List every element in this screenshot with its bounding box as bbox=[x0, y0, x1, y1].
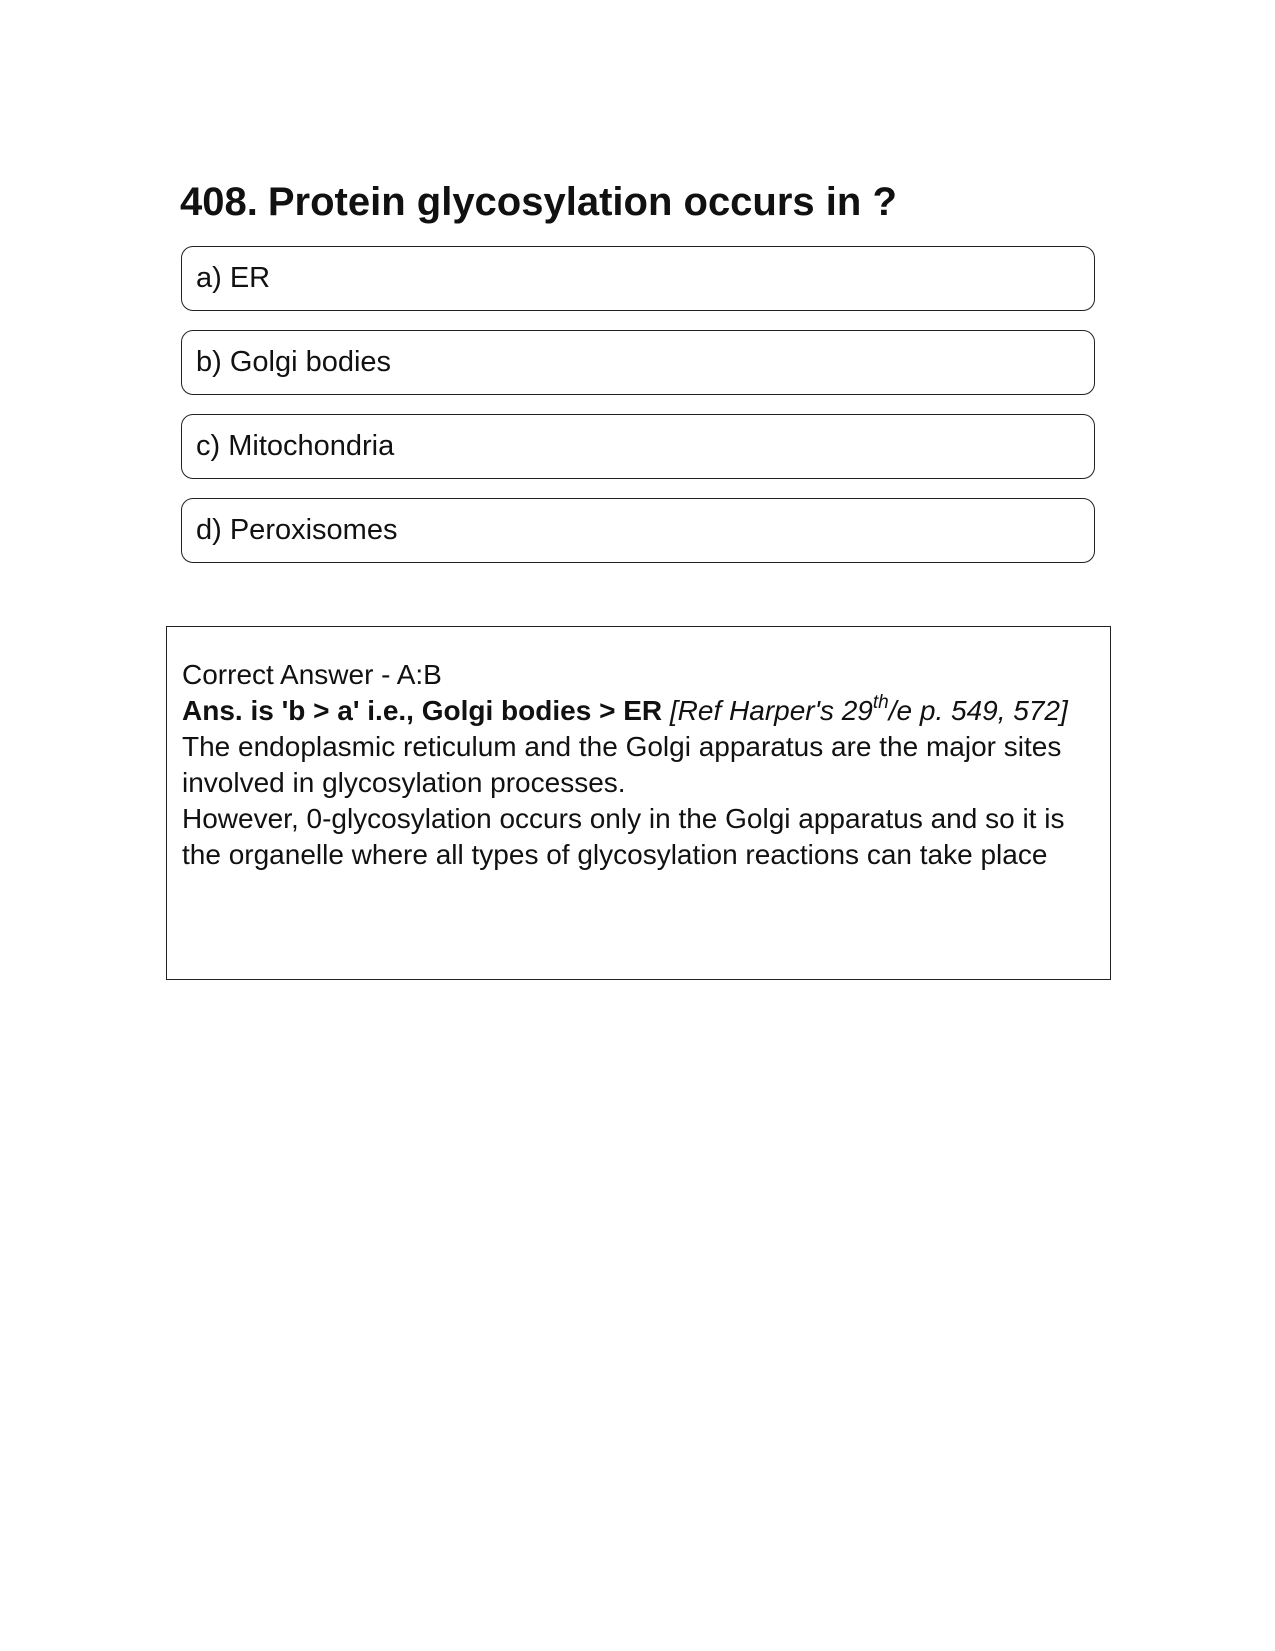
reference-prefix: [Ref Harper's 29 bbox=[669, 695, 873, 726]
question-number: 408. bbox=[180, 180, 258, 224]
explanation-paragraph-2: However, 0-glycosylation occurs only in the Golgi apparatus and so it is the organelle where all types of glycosylation reactions can take place bbox=[182, 803, 1065, 870]
option-c[interactable]: c) Mitochondria bbox=[181, 414, 1095, 479]
answer-explanation-box bbox=[166, 626, 1111, 980]
question-text: Protein glycosylation occurs in ? bbox=[267, 180, 897, 224]
answer-summary bbox=[182, 693, 1096, 729]
reference-superscript: th bbox=[872, 692, 889, 713]
answer-reference bbox=[669, 692, 1068, 726]
option-b[interactable]: b) Golgi bodies bbox=[181, 330, 1095, 395]
question-heading bbox=[180, 176, 897, 228]
correct-answer-line: Correct Answer - A:B bbox=[182, 659, 442, 690]
reference-suffix: /e p. 549, 572] bbox=[888, 695, 1068, 726]
option-a[interactable]: a) ER bbox=[181, 246, 1095, 311]
answer-bold-text: Ans. is 'b > a' i.e., Golgi bodies > ER bbox=[182, 695, 663, 726]
explanation-paragraph-1: The endoplasmic reticulum and the Golgi apparatus are the major sites involved in glycosylation processes. bbox=[182, 731, 1062, 798]
option-d[interactable]: d) Peroxisomes bbox=[181, 498, 1095, 563]
